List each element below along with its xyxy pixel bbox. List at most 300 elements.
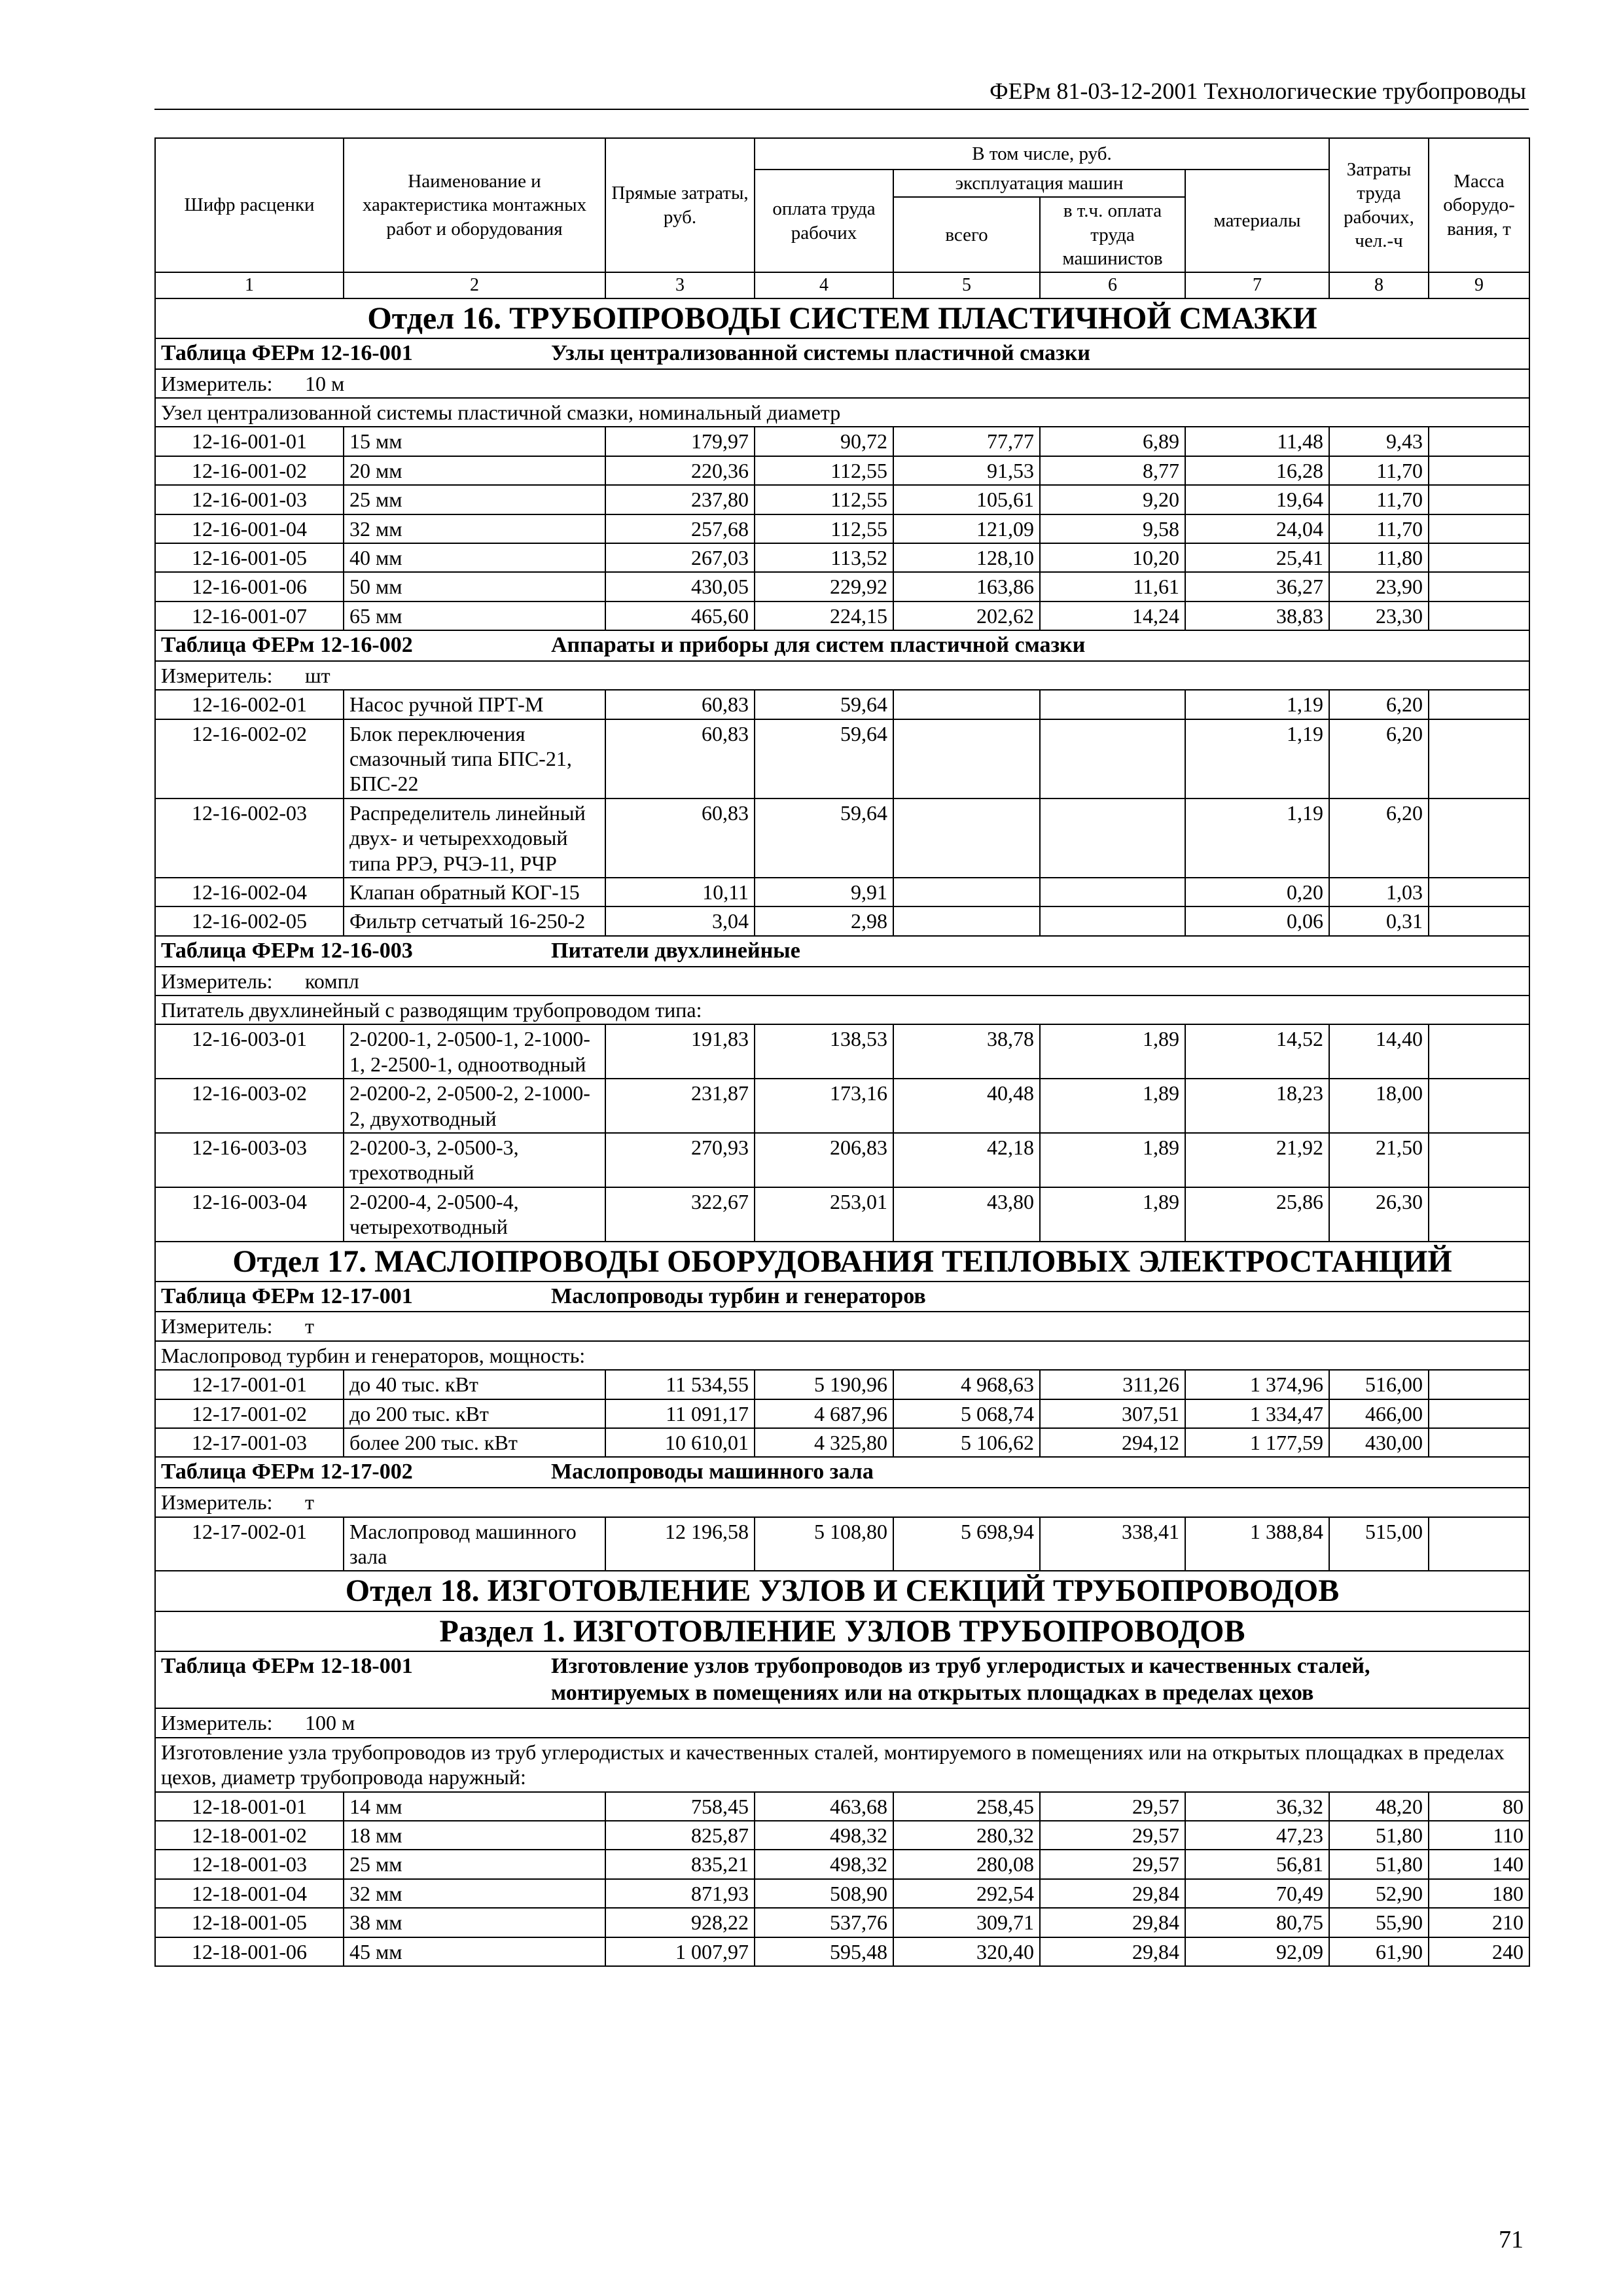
labor-pay: 229,92 [755, 572, 893, 601]
machinist-pay: 311,26 [1040, 1370, 1185, 1399]
table-row [155, 1937, 1529, 1966]
equipment-mass: 110 [1429, 1821, 1529, 1850]
work-name: Блок переключения смазочный типа БПС-21, БПС-22 [344, 719, 605, 798]
rate-code: 12-16-002-04 [155, 878, 344, 906]
col-number: 3 [605, 272, 755, 298]
table-id: Таблица ФЕРм 12-16-002 [161, 633, 413, 658]
measure-label: Измеритель: [161, 1711, 273, 1735]
labor-hours: 6,20 [1329, 719, 1429, 798]
direct-costs: 257,68 [605, 514, 755, 543]
measure-row [155, 661, 1529, 690]
work-name: до 40 тыс. кВт [344, 1370, 605, 1399]
labor-hours: 55,90 [1329, 1908, 1429, 1937]
machinist-pay: 1,89 [1040, 1024, 1185, 1079]
direct-costs: 191,83 [605, 1024, 755, 1079]
machinist-pay: 294,12 [1040, 1428, 1185, 1457]
materials: 25,41 [1185, 543, 1329, 572]
equipment-mass: 180 [1429, 1879, 1529, 1908]
machines-total: 38,78 [893, 1024, 1040, 1079]
direct-costs: 60,83 [605, 798, 755, 878]
labor-pay: 173,16 [755, 1079, 893, 1133]
col-code-header: Шифр расценки [155, 138, 344, 272]
rate-code: 12-16-003-02 [155, 1079, 344, 1133]
work-name: 25 мм [344, 1850, 605, 1878]
table-row [155, 719, 1529, 798]
machines-total: 91,53 [893, 456, 1040, 485]
equipment-mass [1429, 427, 1529, 456]
machinist-pay: 1,89 [1040, 1187, 1185, 1242]
work-name: 40 мм [344, 543, 605, 572]
rate-code: 12-18-001-02 [155, 1821, 344, 1850]
table-row [155, 456, 1529, 485]
work-name: 2-0200-3, 2-0500-3, трехотводный [344, 1133, 605, 1187]
group-note: Маслопровод турбин и генераторов, мощность: [155, 1341, 1529, 1370]
rate-code: 12-18-001-01 [155, 1792, 344, 1821]
machinist-pay [1040, 906, 1185, 935]
section-heading-row [155, 1242, 1529, 1282]
col-number: 5 [893, 272, 1040, 298]
machines-total: 5 106,62 [893, 1428, 1040, 1457]
section-heading: Отдел 16. ТРУБОПРОВОДЫ СИСТЕМ ПЛАСТИЧНОЙ СМАЗКИ [155, 298, 1529, 338]
table-id: Таблица ФЕРм 12-16-003 [161, 938, 413, 963]
col-machines-header: эксплуатация машин [893, 170, 1185, 197]
work-name: 38 мм [344, 1908, 605, 1937]
table-row [155, 514, 1529, 543]
machinist-pay: 29,84 [1040, 1908, 1185, 1937]
materials: 1,19 [1185, 690, 1329, 719]
materials: 25,86 [1185, 1187, 1329, 1242]
labor-pay: 138,53 [755, 1024, 893, 1079]
direct-costs: 835,21 [605, 1850, 755, 1878]
materials: 38,83 [1185, 601, 1329, 630]
materials: 1 334,47 [1185, 1399, 1329, 1428]
machines-total: 105,61 [893, 485, 1040, 514]
labor-hours: 430,00 [1329, 1428, 1429, 1457]
section-heading-row [155, 298, 1529, 338]
table-title: Изготовление узлов трубопроводов из труб углеродистых и качественных сталей, монтируемых в помещениях или на открытых площадках в пределах цехов [551, 1653, 1370, 1705]
table-title-row [155, 338, 1529, 369]
work-name: Маслопровод машинного зала [344, 1517, 605, 1571]
machinist-pay: 307,51 [1040, 1399, 1185, 1428]
equipment-mass [1429, 1370, 1529, 1399]
machines-total: 77,77 [893, 427, 1040, 456]
equipment-mass: 140 [1429, 1850, 1529, 1878]
work-name: 32 мм [344, 514, 605, 543]
direct-costs: 60,83 [605, 719, 755, 798]
measure-label: Измеритель: [161, 969, 273, 993]
direct-costs: 758,45 [605, 1792, 755, 1821]
machinist-pay: 11,61 [1040, 572, 1185, 601]
equipment-mass [1429, 572, 1529, 601]
labor-hours: 0,31 [1329, 906, 1429, 935]
labor-pay: 508,90 [755, 1879, 893, 1908]
equipment-mass [1429, 456, 1529, 485]
materials: 0,06 [1185, 906, 1329, 935]
materials: 0,20 [1185, 878, 1329, 906]
labor-pay: 112,55 [755, 485, 893, 514]
measure-unit: 10 м [305, 371, 345, 395]
page-number: 71 [1499, 2226, 1524, 2253]
machines-total: 5 698,94 [893, 1517, 1040, 1571]
table-title: Маслопроводы машинного зала [551, 1460, 874, 1484]
work-name: до 200 тыс. кВт [344, 1399, 605, 1428]
work-name: 20 мм [344, 456, 605, 485]
table-row [155, 798, 1529, 878]
materials: 47,23 [1185, 1821, 1329, 1850]
work-name: Фильтр сетчатый 16-250-2 [344, 906, 605, 935]
measure-unit: шт [305, 663, 330, 687]
machines-total: 320,40 [893, 1937, 1040, 1966]
table-row [155, 1133, 1529, 1187]
table-row [155, 1187, 1529, 1242]
table-row [155, 1517, 1529, 1571]
machines-total: 128,10 [893, 543, 1040, 572]
labor-hours: 9,43 [1329, 427, 1429, 456]
machinist-pay: 29,84 [1040, 1879, 1185, 1908]
labor-pay: 113,52 [755, 543, 893, 572]
materials: 1,19 [1185, 719, 1329, 798]
document-title: ФЕРм 81-03-12-2001 Технологические трубопроводы [990, 78, 1526, 104]
equipment-mass: 210 [1429, 1908, 1529, 1937]
section-heading: Раздел 1. ИЗГОТОВЛЕНИЕ УЗЛОВ ТРУБОПРОВОДОВ [155, 1611, 1529, 1651]
rate-code: 12-16-001-04 [155, 514, 344, 543]
work-name: 32 мм [344, 1879, 605, 1908]
machines-total: 309,71 [893, 1908, 1040, 1937]
labor-hours: 11,70 [1329, 456, 1429, 485]
direct-costs: 465,60 [605, 601, 755, 630]
measure-row [155, 967, 1529, 996]
col-number: 2 [344, 272, 605, 298]
col-number: 9 [1429, 272, 1529, 298]
measure-unit: т [305, 1314, 314, 1338]
table-title: Аппараты и приборы для систем пластичной смазки [551, 633, 1086, 658]
labor-hours: 1,03 [1329, 878, 1429, 906]
machines-total: 280,08 [893, 1850, 1040, 1878]
materials: 36,32 [1185, 1792, 1329, 1821]
direct-costs: 10 610,01 [605, 1428, 755, 1457]
machines-total: 258,45 [893, 1792, 1040, 1821]
measure-label: Измеритель: [161, 1490, 273, 1515]
materials: 21,92 [1185, 1133, 1329, 1187]
machines-total: 292,54 [893, 1879, 1040, 1908]
group-note: Питатель двухлинейный с разводящим трубопроводом типа: [155, 996, 1529, 1024]
equipment-mass [1429, 906, 1529, 935]
direct-costs: 220,36 [605, 456, 755, 485]
machines-total: 4 968,63 [893, 1370, 1040, 1399]
measure-label: Измеритель: [161, 663, 273, 687]
labor-hours: 6,20 [1329, 690, 1429, 719]
labor-hours: 23,30 [1329, 601, 1429, 630]
machinist-pay: 10,20 [1040, 543, 1185, 572]
equipment-mass [1429, 719, 1529, 798]
table-row [155, 1908, 1529, 1937]
group-note-row [155, 398, 1529, 427]
table-row [155, 1024, 1529, 1079]
labor-pay: 4 325,80 [755, 1428, 893, 1457]
machines-total: 42,18 [893, 1133, 1040, 1187]
direct-costs: 928,22 [605, 1908, 755, 1937]
machinist-pay: 6,89 [1040, 427, 1185, 456]
column-numbers-row [155, 272, 1529, 298]
labor-pay: 4 687,96 [755, 1399, 893, 1428]
rate-code: 12-17-001-02 [155, 1399, 344, 1428]
rate-code: 12-16-001-06 [155, 572, 344, 601]
measure-label: Измеритель: [161, 371, 273, 395]
direct-costs: 3,04 [605, 906, 755, 935]
equipment-mass [1429, 1187, 1529, 1242]
labor-hours: 11,70 [1329, 514, 1429, 543]
direct-costs: 322,67 [605, 1187, 755, 1242]
labor-hours: 21,50 [1329, 1133, 1429, 1187]
table-body [155, 298, 1529, 1966]
work-name: 14 мм [344, 1792, 605, 1821]
labor-hours: 6,20 [1329, 798, 1429, 878]
table-title: Питатели двухлинейные [551, 938, 800, 963]
measure-unit: 100 м [305, 1711, 355, 1735]
direct-costs: 60,83 [605, 690, 755, 719]
labor-hours: 516,00 [1329, 1370, 1429, 1399]
machines-total: 163,86 [893, 572, 1040, 601]
machines-total [893, 798, 1040, 878]
rate-code: 12-16-001-01 [155, 427, 344, 456]
equipment-mass [1429, 1079, 1529, 1133]
table-row [155, 1079, 1529, 1133]
rate-code: 12-16-001-02 [155, 456, 344, 485]
table-row [155, 601, 1529, 630]
machinist-pay: 8,77 [1040, 456, 1185, 485]
materials: 92,09 [1185, 1937, 1329, 1966]
table-title: Маслопроводы турбин и генераторов [551, 1283, 926, 1308]
direct-costs: 270,93 [605, 1133, 755, 1187]
equipment-mass [1429, 690, 1529, 719]
work-name: 45 мм [344, 1937, 605, 1966]
work-name: 65 мм [344, 601, 605, 630]
work-name: 50 мм [344, 572, 605, 601]
labor-pay: 206,83 [755, 1133, 893, 1187]
table-id: Таблица ФЕРм 12-16-001 [161, 340, 413, 365]
section-heading-row [155, 1611, 1529, 1651]
rate-code: 12-16-001-05 [155, 543, 344, 572]
work-name: 18 мм [344, 1821, 605, 1850]
equipment-mass [1429, 1024, 1529, 1079]
col-equip-mass-header: Масса оборудо-вания, т [1429, 138, 1529, 272]
machines-total [893, 690, 1040, 719]
table-row [155, 906, 1529, 935]
direct-costs: 179,97 [605, 427, 755, 456]
table-id: Таблица ФЕРм 12-18-001 [161, 1653, 413, 1678]
labor-pay: 224,15 [755, 601, 893, 630]
col-incl-header: В том числе, руб. [755, 138, 1329, 170]
work-name: более 200 тыс. кВт [344, 1428, 605, 1457]
table-row [155, 543, 1529, 572]
machinist-pay [1040, 798, 1185, 878]
machines-total [893, 906, 1040, 935]
table-title-row [155, 630, 1529, 661]
labor-hours: 51,80 [1329, 1850, 1429, 1878]
equipment-mass [1429, 601, 1529, 630]
machinist-pay: 14,24 [1040, 601, 1185, 630]
labor-hours: 26,30 [1329, 1187, 1429, 1242]
rate-code: 12-18-001-04 [155, 1879, 344, 1908]
equipment-mass [1429, 798, 1529, 878]
group-note: Узел централизованной системы пластичной смазки, номинальный диаметр [155, 398, 1529, 427]
measure-row [155, 1312, 1529, 1340]
labor-pay: 2,98 [755, 906, 893, 935]
materials: 14,52 [1185, 1024, 1329, 1079]
materials: 18,23 [1185, 1079, 1329, 1133]
measure-row [155, 1708, 1529, 1737]
labor-hours: 11,70 [1329, 485, 1429, 514]
materials: 80,75 [1185, 1908, 1329, 1937]
materials: 19,64 [1185, 485, 1329, 514]
labor-hours: 18,00 [1329, 1079, 1429, 1133]
group-note-row [155, 996, 1529, 1024]
col-labor-pay-header: оплата труда рабочих [755, 170, 893, 272]
machinist-pay [1040, 719, 1185, 798]
direct-costs: 10,11 [605, 878, 755, 906]
labor-pay: 112,55 [755, 514, 893, 543]
table-row [155, 427, 1529, 456]
machinist-pay: 29,57 [1040, 1792, 1185, 1821]
col-materials-header: материалы [1185, 170, 1329, 272]
table-header [155, 138, 1529, 298]
machinist-pay [1040, 690, 1185, 719]
labor-pay: 537,76 [755, 1908, 893, 1937]
col-number: 7 [1185, 272, 1329, 298]
direct-costs: 430,05 [605, 572, 755, 601]
rate-code: 12-16-001-07 [155, 601, 344, 630]
machinist-pay: 1,89 [1040, 1133, 1185, 1187]
machinist-pay: 29,57 [1040, 1821, 1185, 1850]
group-note-row [155, 1341, 1529, 1370]
rate-code: 12-17-001-03 [155, 1428, 344, 1457]
direct-costs: 1 007,97 [605, 1937, 755, 1966]
direct-costs: 11 091,17 [605, 1399, 755, 1428]
materials: 1 177,59 [1185, 1428, 1329, 1457]
labor-pay: 59,64 [755, 798, 893, 878]
rate-code: 12-16-002-02 [155, 719, 344, 798]
equipment-mass [1429, 1517, 1529, 1571]
labor-pay: 90,72 [755, 427, 893, 456]
table-title: Узлы централизованной системы пластичной смазки [551, 340, 1090, 365]
labor-hours: 51,80 [1329, 1821, 1429, 1850]
materials: 1,19 [1185, 798, 1329, 878]
rate-code: 12-18-001-03 [155, 1850, 344, 1878]
direct-costs: 825,87 [605, 1821, 755, 1850]
direct-costs: 237,80 [605, 485, 755, 514]
col-machinist-pay-header: в т.ч. оплата труда машинистов [1040, 197, 1185, 272]
col-number: 6 [1040, 272, 1185, 298]
machinist-pay: 29,84 [1040, 1937, 1185, 1966]
col-name-header: Наименование и характеристика монтажных работ и оборудования [344, 138, 605, 272]
rate-code: 12-16-002-01 [155, 690, 344, 719]
rate-code: 12-16-001-03 [155, 485, 344, 514]
work-name: 2-0200-2, 2-0500-2, 2-1000-2, двухотводный [344, 1079, 605, 1133]
machinist-pay: 1,89 [1040, 1079, 1185, 1133]
equipment-mass [1429, 1399, 1529, 1428]
equipment-mass [1429, 878, 1529, 906]
rate-code: 12-16-002-03 [155, 798, 344, 878]
col-number: 1 [155, 272, 344, 298]
labor-hours: 466,00 [1329, 1399, 1429, 1428]
materials: 24,04 [1185, 514, 1329, 543]
equipment-mass [1429, 514, 1529, 543]
direct-costs: 12 196,58 [605, 1517, 755, 1571]
labor-pay: 59,64 [755, 719, 893, 798]
work-name: 2-0200-1, 2-0500-1, 2-1000-1, 2-2500-1, одноотводный [344, 1024, 605, 1079]
equipment-mass: 240 [1429, 1937, 1529, 1966]
equipment-mass [1429, 1428, 1529, 1457]
measure-label: Измеритель: [161, 1314, 273, 1338]
machines-total: 121,09 [893, 514, 1040, 543]
equipment-mass: 80 [1429, 1792, 1529, 1821]
labor-pay: 498,32 [755, 1850, 893, 1878]
machinist-pay: 9,58 [1040, 514, 1185, 543]
table-row [155, 1428, 1529, 1457]
machines-total [893, 719, 1040, 798]
table-title-row [155, 1651, 1529, 1709]
section-heading-row [155, 1571, 1529, 1611]
col-number: 8 [1329, 272, 1429, 298]
group-note: Изготовление узла трубопроводов из труб углеродистых и качественных сталей, монтируемого в помещениях или на открытых площадках в пределах цехов, диаметр трубопровода наружный: [155, 1738, 1529, 1792]
col-labor-hours-header: Затраты труда рабочих, чел.-ч [1329, 138, 1429, 272]
table-title-row [155, 936, 1529, 967]
table-row [155, 1399, 1529, 1428]
table-row [155, 1821, 1529, 1850]
materials: 1 388,84 [1185, 1517, 1329, 1571]
machinist-pay: 9,20 [1040, 485, 1185, 514]
section-heading: Отдел 17. МАСЛОПРОВОДЫ ОБОРУДОВАНИЯ ТЕПЛОВЫХ ЭЛЕКТРОСТАНЦИЙ [155, 1242, 1529, 1282]
machinist-pay [1040, 878, 1185, 906]
table-id: Таблица ФЕРм 12-17-001 [161, 1283, 413, 1308]
labor-hours: 23,90 [1329, 572, 1429, 601]
rates-table [154, 137, 1530, 1967]
machines-total: 280,32 [893, 1821, 1040, 1850]
labor-pay: 498,32 [755, 1821, 893, 1850]
labor-pay: 9,91 [755, 878, 893, 906]
table-row [155, 1879, 1529, 1908]
direct-costs: 231,87 [605, 1079, 755, 1133]
table-id: Таблица ФЕРм 12-17-002 [161, 1460, 413, 1484]
table-row [155, 878, 1529, 906]
measure-unit: т [305, 1490, 314, 1515]
labor-pay: 253,01 [755, 1187, 893, 1242]
labor-hours: 11,80 [1329, 543, 1429, 572]
rate-code: 12-17-002-01 [155, 1517, 344, 1571]
work-name: Насос ручной ПРТ-М [344, 690, 605, 719]
rate-code: 12-18-001-06 [155, 1937, 344, 1966]
col-machines-total-header: всего [893, 197, 1040, 272]
materials: 56,81 [1185, 1850, 1329, 1878]
rate-code: 12-16-003-03 [155, 1133, 344, 1187]
work-name: 25 мм [344, 485, 605, 514]
measure-unit: компл [305, 969, 359, 993]
rate-code: 12-16-003-01 [155, 1024, 344, 1079]
labor-pay: 463,68 [755, 1792, 893, 1821]
table-row [155, 690, 1529, 719]
work-name: Распределитель линейный двух- и четырехходовый типа РРЭ, РЧЭ-11, РЧР [344, 798, 605, 878]
labor-pay: 112,55 [755, 456, 893, 485]
table-row [155, 1370, 1529, 1399]
labor-hours: 48,20 [1329, 1792, 1429, 1821]
labor-pay: 595,48 [755, 1937, 893, 1966]
machinist-pay: 338,41 [1040, 1517, 1185, 1571]
table-row [155, 485, 1529, 514]
table-row [155, 1792, 1529, 1821]
rate-code: 12-17-001-01 [155, 1370, 344, 1399]
equipment-mass [1429, 1133, 1529, 1187]
rate-code: 12-16-002-05 [155, 906, 344, 935]
